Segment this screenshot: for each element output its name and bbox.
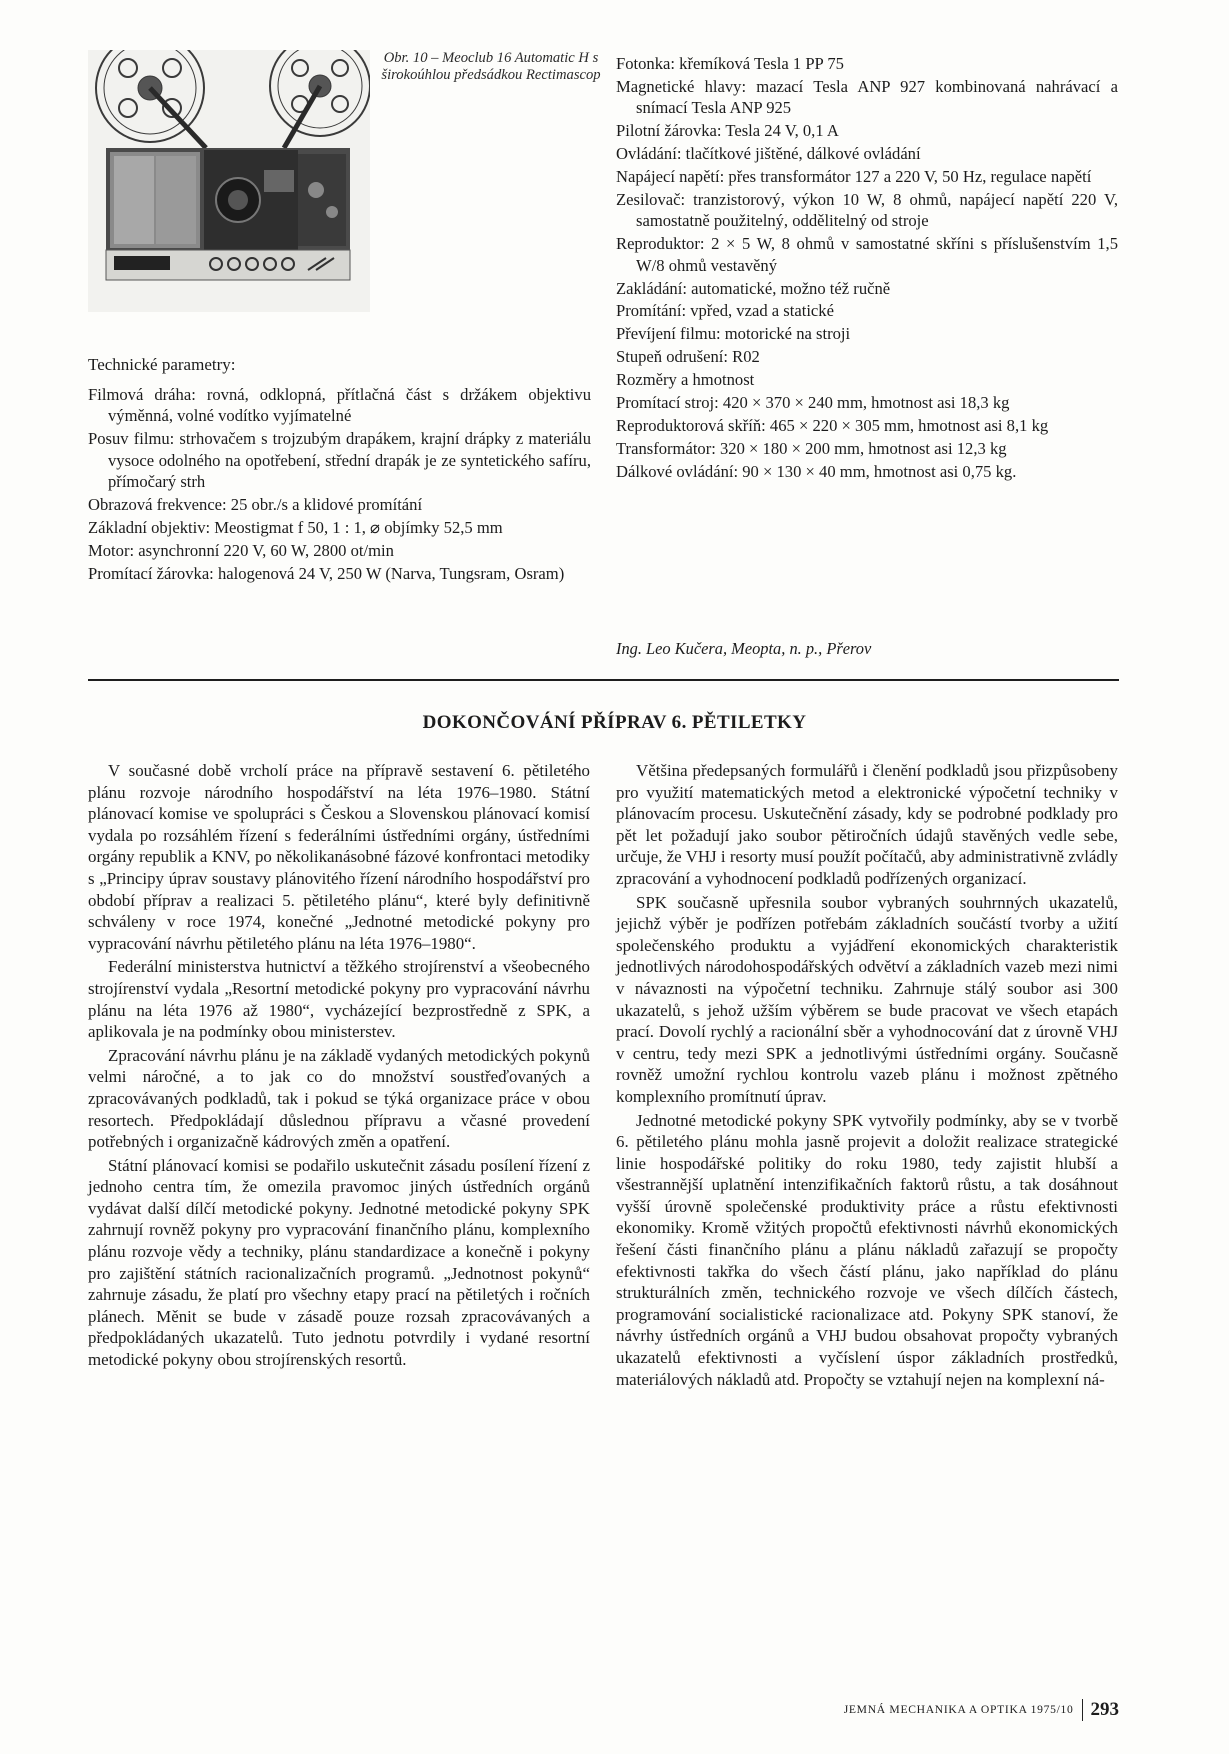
spec-item: Posuv filmu: strhovačem s trojzubým drapákem, krajní drápky z materiálu vysoce odolného na opotřebení, střední drapák je ze syntetického safíru, přímočarý strh bbox=[88, 429, 591, 492]
spec-item: Základní objektiv: Meostigmat f 50, 1 : 1, ⌀ objímky 52,5 mm bbox=[88, 517, 503, 537]
article-paragraph: Zpracování návrhu plánu je na základě vydaných metodických pokynů velmi náročné, a to jak co do množství soustřeďovaných a zpracovávaných podkladů, tak i pokud se týká organizace práce v obou resortech. Předpokládají důslednou přípravu a včasné provedení potřebných i organizačně kádrových změn a opatření. bbox=[88, 1045, 590, 1152]
section-divider bbox=[88, 679, 1119, 681]
projector-body bbox=[106, 148, 350, 280]
article-title: DOKONČOVÁNÍ PŘÍPRAV 6. PĚTILETKY bbox=[422, 712, 807, 733]
spec-item: Fotonka: křemíková Tesla 1 PP 75 bbox=[616, 54, 844, 73]
spec-item: Promítání: vpřed, vzad a statické bbox=[616, 301, 834, 321]
figure-caption: Obr. 10 – Meoclub 16 Automatic H s širokoúhlou předsádkou Rectimascop bbox=[381, 50, 601, 83]
projector-illustration bbox=[88, 50, 370, 312]
spec-item: Napájecí napětí: přes transformátor 127 a 220 V, 50 Hz, regulace napětí bbox=[616, 167, 1092, 187]
article-paragraph: Státní plánovací komisi se podařilo uskutečnit zásadu posílení řízení z jednoho centra tím, že omezila pravomoc jiných ústředních orgánů vydávat další dílčí metodické pokyny. Jednotné metodické pokyny SPK zahrnují rovněž pokyny pro vypracování finančního plánu, komplexního plánu rozvoje vědy a techniky, plánu standardizace a konečně i pokyny pro zajištění státních racionalizačních programů. „Jednotnost pokynů“ zahrnuje zásadu, že platí pro všechny etapy prací na pětiletých i ročních plánech. Měnit se bude v zásadě pouze rozsah zpracovávaných a předpokládaných ukazatelů. Tuto jednotu potvrdily i vydané resortní metodické pokyny obou strojírenských resortů. bbox=[88, 1155, 590, 1370]
spec-item: Rozměry a hmotnost bbox=[616, 370, 755, 390]
journal-name: JEMNÁ MECHANIKA A OPTIKA 1975/10 bbox=[843, 1703, 1074, 1716]
spec-item: Ovládání: tlačítkové jištěné, dálkové ovládání bbox=[616, 144, 921, 164]
spec-item: Magnetické hlavy: mazací Tesla ANP 927 kombinovaná nahrávací a snímací Tesla ANP 925 bbox=[616, 76, 1118, 118]
article-paragraph: SPK současně upřesnila soubor vybraných souhrnných ukazatelů, jejichž výběr je podřízen potřebám základních součástí tvorby a užití společenského produktu a vyjádření ekonomických charakteristik jednotlivých národohospodářských odvětví a základních vazeb mezi nimi v návaznosti na výpočetní techniku. Zahrnuje stálý soubor asi 300 ukazatelů, s jehož užším výběrem se bude pracovat ve všech etapách prací. Dovolí rychlý a racionální sběr a vyhodnocování dat z úrovně VHJ v centru, tedy mezi SPK a jednotlivými ústředními orgány. Současně rovněž umožní rychlou kontrolu vazeb plánu i možnost zpětného komplexního promítnutí úprav. bbox=[616, 892, 1118, 1106]
article-paragraph: V současné době vrcholí práce na přípravě sestavení 6. pětiletého plánu rozvoje národního hospodářství na léta 1976–1980. Státní plánovací komise ve spolupráci s Českou a Slovenskou plánovací komisí vydala po rozsáhlém řízení s federálními ústředními orgány, ústředními orgány republik a KNV, po několikanásobné fázové konfrontaci metodiky s „Principy úprav soustavy plánovitého řízení národního hospodářství pro období příprav a realizaci 5. pětiletého plánu“, které byly definitivně schváleny v roce 1974, konečné „Jednotné metodické pokyny pro vypracování návrhu pětiletého plánu na léta 1976–1980“. bbox=[88, 761, 590, 953]
spec-item: Filmová dráha: rovná, odklopná, přítlačná část s držákem objektivu výměnná, volné vodítko vyjímatelné bbox=[88, 385, 591, 426]
article-column-right bbox=[616, 760, 1118, 1390]
spec-item: Dálkové ovládání: 90 × 130 × 40 mm, hmotnost asi 0,75 kg. bbox=[616, 461, 1017, 481]
article-paragraph: Jednotné metodické pokyny SPK vytvořily podmínky, aby se v tvorbě 6. pětiletého plánu mohla jasně projevit a doložit realizace strategické linie hospodářské politiky do roku 1980, tedy zajistit hlubší a všestrannější uplatnění intenzifikačních faktorů růstu, a tak dosáhnout vyšší úrovně společenské produktivity práce a růstu efektivnosti ekonomiky. Kromě vžitých propočtů efektivnosti návrhů ekonomických řešení části finančního plánu a plánu nákladů zařazují se propočty efektivnosti takřka do všech částí plánu, jako například do plánu strukturálních změn, technického rozvoje ve všech dílčích částech, programování socialistické racionalizace atd. Pokyny SPK stanoví, že návrhy ústředních orgánů a VHJ budou obsahovat propočty vybraných ukazatelů efektivnosti a vyčíslení úspor základních prostředků, materiálových nákladů atd. Propočty se vztahují nejen na komplexní ná- bbox=[616, 1110, 1118, 1389]
spec-item: Promítací stroj: 420 × 370 × 240 mm, hmotnost asi 18,3 kg bbox=[616, 393, 1010, 413]
article-paragraph: Většina předepsaných formulářů i členění podkladů jsou přizpůsobeny pro využití matematických metod a elektronické výpočetní techniky v plánovacím procesu. Uskutečnění zásady, kdy se podrobné podklady pro pět let požadují jako soubor pětiročních údajů stavěných vedle sebe, určuje, že VHJ i resorty musí použít počítačů, aby administrativně zvládly zpracování a vyhodnocení podkladů podřízených organizací. bbox=[616, 761, 1118, 888]
spec-item: Převíjení filmu: motorické na stroji bbox=[616, 324, 851, 344]
spec-list-right bbox=[616, 53, 1118, 482]
article-column-left bbox=[88, 760, 590, 1371]
projector-photo bbox=[88, 50, 370, 312]
footer-separator bbox=[1082, 1699, 1083, 1721]
page-footer bbox=[844, 1699, 1119, 1721]
spec-item: Pilotní žárovka: Tesla 24 V, 0,1 A bbox=[616, 121, 839, 141]
spec-item: Motor: asynchronní 220 V, 60 W, 2800 ot/min bbox=[88, 540, 394, 560]
spec-item: Transformátor: 320 × 180 × 200 mm, hmotnost asi 12,3 kg bbox=[616, 438, 1007, 458]
spec-item: Reproduktor: 2 × 5 W, 8 ohmů v samostatné skříni s příslušenstvím 1,5 W/8 ohmů vestavěný bbox=[616, 234, 1118, 275]
page-number: 293 bbox=[1090, 1699, 1119, 1720]
technical-parameters-heading: Technické parametry: bbox=[88, 355, 236, 374]
spec-item: Zakládání: automatické, možno též ručně bbox=[616, 278, 891, 298]
spec-item: Zesilovač: tranzistorový, výkon 10 W, 8 ohmů, napájecí napětí 220 V, samostatně použitelný, oddělitelný od stroje bbox=[616, 189, 1118, 231]
spec-list-left bbox=[88, 384, 591, 584]
spec-item: Reproduktorová skříň: 465 × 220 × 305 mm, hmotnost asi 8,1 kg bbox=[616, 416, 1049, 435]
spec-item: Stupeň odrušení: R02 bbox=[616, 347, 760, 367]
article-paragraph: Federální ministerstva hutnictví a těžkého strojírenství a všeobecného strojírenství vydala „Resortní metodické pokyny pro vypracování návrhu plánu na léta 1976 až 1980“, vycházející bezprostředně z SPK, a aplikovala je na podmínky obou ministerstev. bbox=[88, 957, 590, 1042]
spec-item: Promítací žárovka: halogenová 24 V, 250 W (Narva, Tungsram, Osram) bbox=[88, 563, 565, 583]
spec-item: Obrazová frekvence: 25 obr./s a klidové promítání bbox=[88, 495, 423, 515]
author-credit: Ing. Leo Kučera, Meopta, n. p., Přerov bbox=[616, 639, 872, 658]
